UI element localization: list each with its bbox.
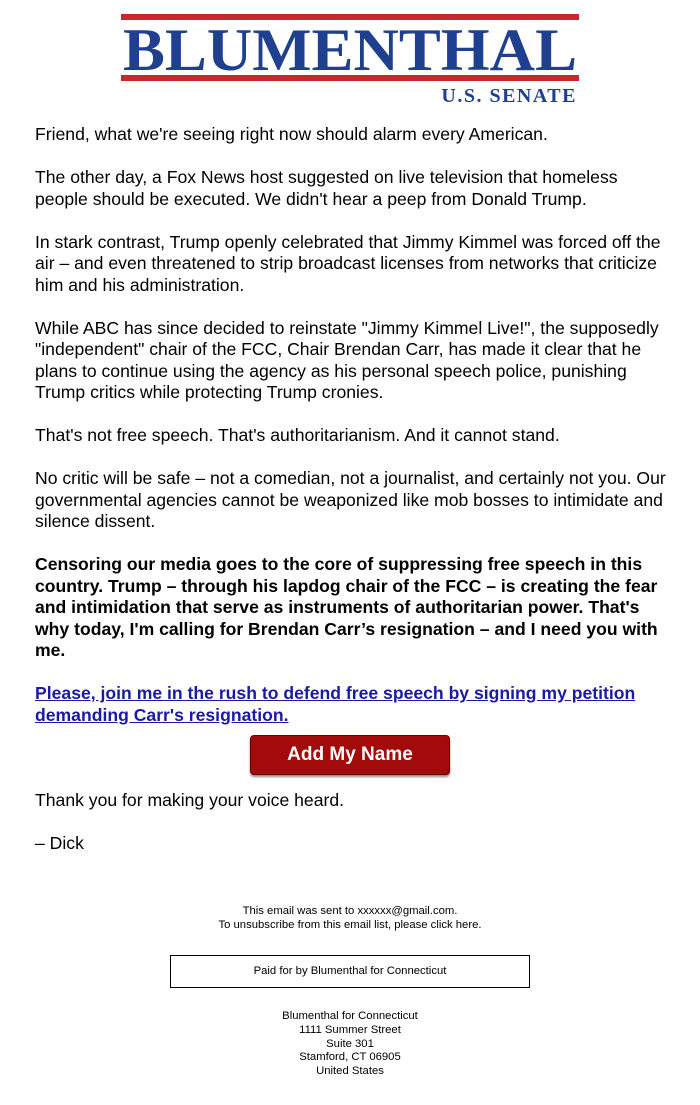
footer-notice [0, 905, 700, 933]
blumenthal-senate-logo [121, 14, 579, 104]
paragraph-greeting: Friend, what we're seeing right now should alarm every American. [35, 124, 548, 144]
address-line: Stamford, CT 06905 [299, 1051, 401, 1064]
address-line: Suite 301 [326, 1037, 374, 1050]
petition-link[interactable]: Please, join me in the rush to defend free speech by signing my petition demanding Carr's resignation. [35, 683, 636, 725]
paragraph-authoritarianism: That's not free speech. That's authoritarianism. And it cannot stand. [35, 425, 560, 445]
logo-subtitle: U.S. SENATE [441, 85, 577, 104]
email-body [35, 124, 675, 876]
paragraph-fox-news: The other day, a Fox News host suggested on live television that homeless people should be executed. We didn't hear a peep from Donald Trump. [35, 167, 618, 209]
signature: – Dick [35, 832, 84, 853]
footer-address [0, 1010, 700, 1079]
address-line: United States [316, 1065, 384, 1078]
logo-name: BLUMENTHAL [123, 17, 577, 83]
sent-to-text: This email was sent to xxxxxx@gmail.com. [242, 905, 458, 917]
cta-wrapper [0, 735, 700, 775]
add-my-name-button[interactable]: Add My Name [250, 735, 450, 775]
address-line: 1111 Summer Street [299, 1023, 401, 1036]
paragraph-kimmel: In stark contrast, Trump openly celebrated that Jimmy Kimmel was forced off the air – and even threatened to strip broadcast licenses from networks that criticize him and his administration. [35, 231, 661, 295]
paid-for-box: Paid for by Blumenthal for Connecticut [170, 955, 530, 988]
paragraph-fcc: While ABC has since decided to reinstate "Jimmy Kimmel Live!", the supposedly "independent" chair of the FCC, Chair Brendan Carr, has made it clear that he plans to continue using the agency as his personal speech police, punishing Trump critics while protecting Trump cronies. [35, 317, 659, 402]
address-line: Blumenthal for Connecticut [282, 1010, 418, 1022]
closing-line: Thank you for making your voice heard. [35, 789, 345, 810]
paragraph-no-critic-safe: No critic will be safe – not a comedian, not a journalist, and certainly not you. Our governmental agencies cannot be weaponized like mob bosses to intimidate and silence dissent. [35, 468, 666, 531]
paragraph-call-to-action: Censoring our media goes to the core of suppressing free speech in this country. Trump – through his lapdog chair of the FCC – is creating the fear and intimidation that serve as instruments of authoritarian power. That's why today, I'm calling for Brendan Carr’s resignation – and I need you with me. [35, 554, 658, 660]
unsubscribe-link[interactable]: To unsubscribe from this email list, please click here. [218, 918, 482, 931]
